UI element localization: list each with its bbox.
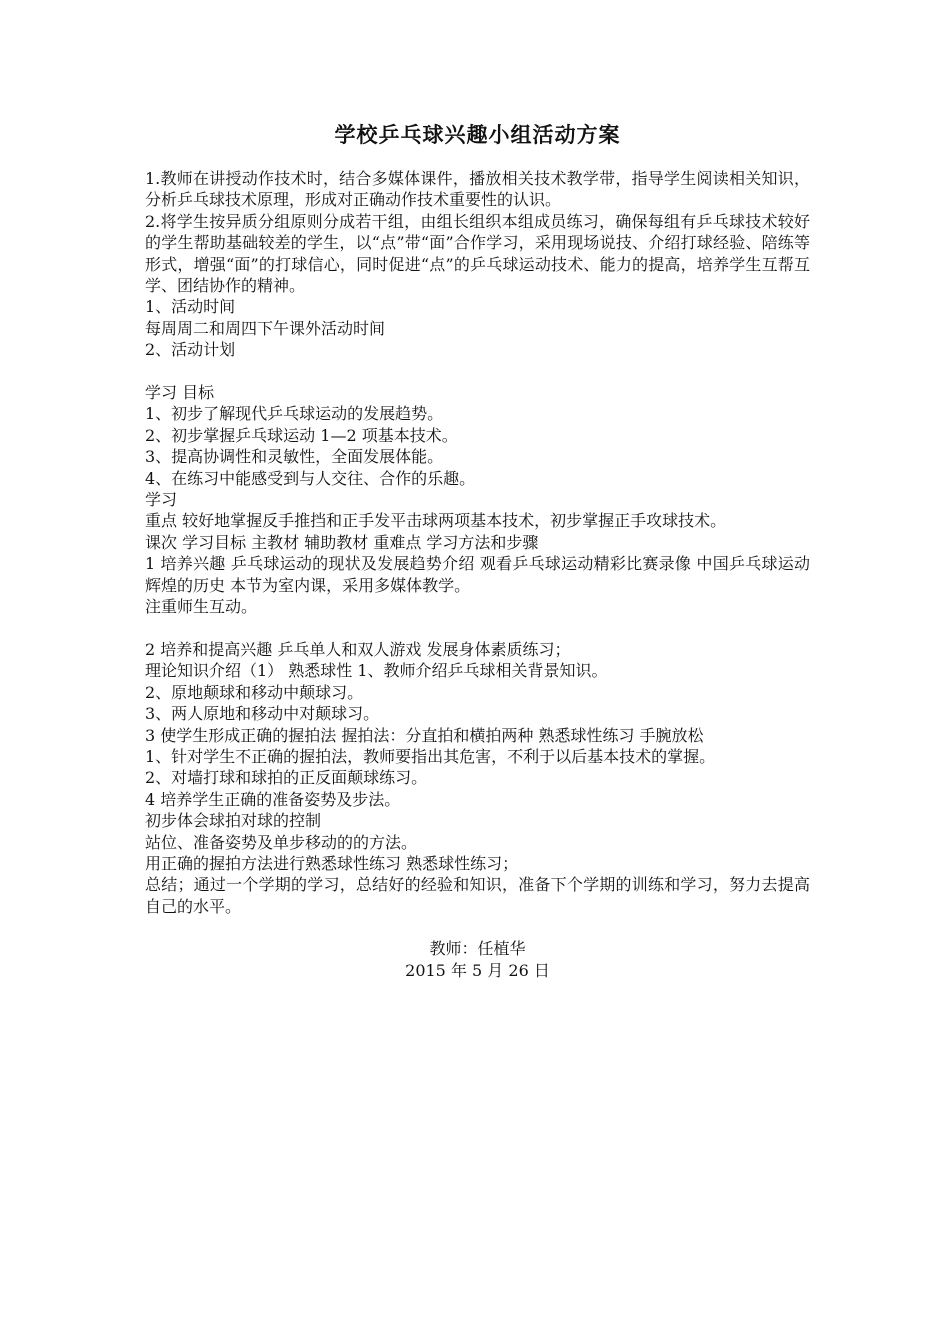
- document-title: 学校乒乓球兴趣小组活动方案: [334, 122, 621, 147]
- lesson-2-step-3: 3、两人原地和移动中对颠球习。: [145, 704, 380, 724]
- document-body: [145, 168, 810, 917]
- lesson-4-step-1: 初步体会球拍对球的控制: [145, 811, 322, 831]
- teacher-signature: 教师：任植华: [429, 939, 526, 959]
- goal-item-2: 2、初步掌握乒乓球运动 1—2 项基本技术。: [145, 425, 458, 445]
- goal-item-3: 3、提高协调性和灵敏性，全面发展体能。: [145, 447, 444, 467]
- lesson-3-step-1: 1、针对学生不正确的握拍法，教师要指出其危害，不利于以后基本技术的掌握。: [145, 746, 716, 766]
- activity-time-text: 每周周二和周四下午课外活动时间: [145, 318, 386, 338]
- lesson-4-step-3: 用正确的握拍方法进行熟悉球性练习 熟悉球性练习；: [145, 853, 519, 873]
- lesson-1-note: 注重师生互动。: [145, 597, 258, 617]
- learning-heading: 学习: [145, 490, 178, 510]
- blank-line: [145, 361, 810, 382]
- lesson-1: 1 培养兴趣 乒乓球运动的现状及发展趋势介绍 观看乒乓球运动精彩比赛录像 中国乒乓球运动辉煌的历史 本节为室内课，采用多媒体教学。: [145, 554, 810, 595]
- summary: 总结；通过一个学期的学习，总结好的经验和知识，准备下个学期的训练和学习，努力去提高自己的水平。: [145, 875, 810, 916]
- goal-item-4: 4、在练习中能感受到与人交往、合作的乐趣。: [145, 468, 476, 488]
- document-page: [145, 120, 810, 981]
- section-activity-plan: 2、活动计划: [145, 340, 236, 360]
- goal-item-1: 1、初步了解现代乒乓球运动的发展趋势。: [145, 404, 444, 424]
- lesson-table-header: 课次 学习目标 主教材 辅助教材 重难点 学习方法和步骤: [145, 532, 539, 552]
- paragraph-1: 1.教师在讲授动作技术时，结合多媒体课件，播放相关技术教学带，指导学生阅读相关知识，分析乒乓球技术原理，形成对正确动作技术重要性的认识。: [145, 169, 810, 210]
- lesson-4: 4 培养学生正确的准备姿势及步法。: [145, 789, 401, 809]
- blank-line: [145, 618, 810, 639]
- paragraph-2: 2.将学生按异质分组原则分成若干组，由组长组织本组成员练习，确保每组有乒乓球技术较好的学生帮助基础较差的学生，以“点”带“面”合作学习，采用现场说技、介绍打球经验、陪练等形式，增强“面”的打球信心，同时促进“点”的乒乓球运动技术、能力的提高，培养学生互帮互学、团结协作的精神。: [145, 211, 810, 296]
- learning-goals-heading: 学习 目标: [145, 383, 215, 403]
- lesson-2: 2 培养和提高兴趣 乒乓单人和双人游戏 发展身体素质练习；: [145, 639, 571, 659]
- lesson-4-step-2: 站位、准备姿势及单步移动的的方法。: [145, 832, 418, 852]
- signature-block: [145, 938, 810, 981]
- lesson-3-step-2: 2、对墙打球和球拍的正反面颠球练习。: [145, 768, 428, 788]
- lesson-3: 3 使学生形成正确的握拍法 握拍法：分直拍和横拍两种 熟悉球性练习 手腕放松: [145, 725, 704, 745]
- signature-date: 2015 年 5 月 26 日: [405, 960, 550, 980]
- lesson-2-theory: 理论知识介绍（1） 熟悉球性 1、教师介绍乒乓球相关背景知识。: [145, 661, 608, 681]
- lesson-2-step-2: 2、原地颠球和移动中颠球习。: [145, 682, 364, 702]
- section-activity-time: 1、活动时间: [145, 297, 236, 317]
- key-points: 重点 较好地掌握反手推挡和正手发平击球两项基本技术，初步掌握正手攻球技术。: [145, 511, 727, 531]
